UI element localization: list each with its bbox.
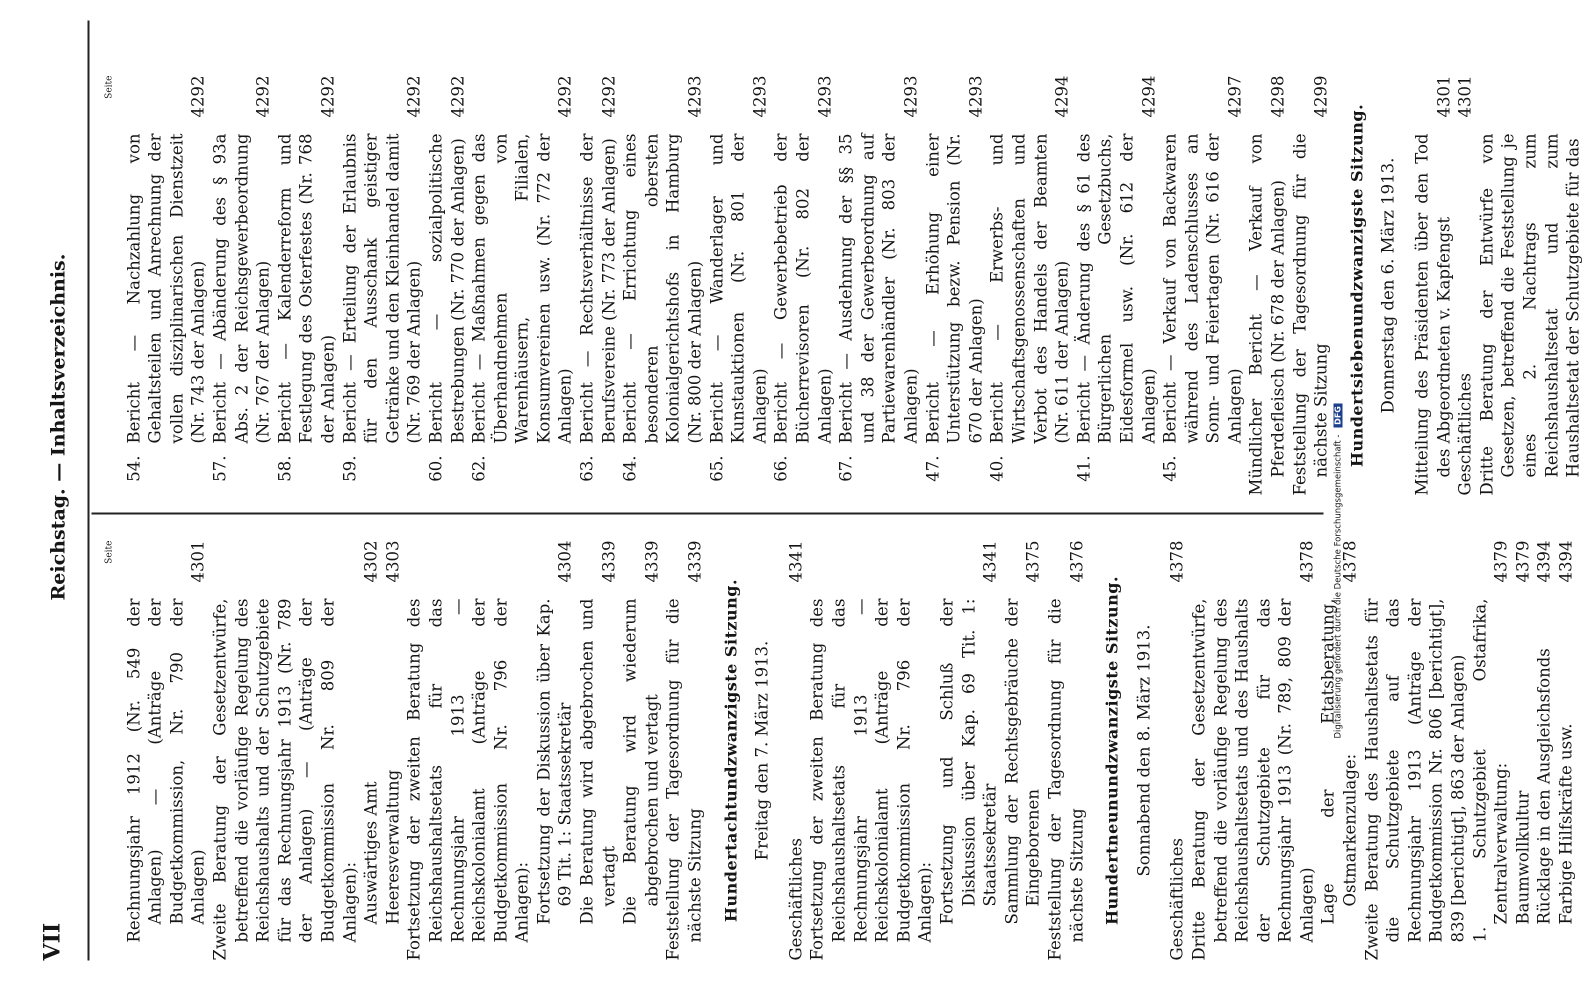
entry-text: Rechnungsjahr 1912 (Nr. 549 der Anlagen) — (Anträge der Budgetkommission, Nr. 790 der Anlagen)	[124, 598, 208, 943]
entry-page: 4297	[1225, 75, 1245, 118]
entry-page: 4341	[786, 540, 806, 583]
entry-page: 4292	[599, 75, 619, 118]
toc-entry	[469, 76, 577, 496]
toc-entry	[987, 76, 1073, 496]
entry-page: 4379	[1491, 540, 1511, 583]
entry-page: 4304	[555, 540, 575, 583]
entry-page: 4293	[685, 75, 705, 118]
entry-text: Bericht — Maßnahmen gegen das Überhandnehmen von Warenhäusern, Filialen, Konsumvereinen usw. (Nr. 772 der Anlagen)	[469, 133, 575, 444]
rotated-page-content	[0, 1, 1583, 1001]
entry-text: Auswärtiges Amt	[361, 781, 381, 925]
entry-text: Bericht — Rechtsverhältnisse der Berufsvereine (Nr. 773 der Anlagen)	[577, 133, 619, 444]
entry-text: Feststellung der Tagesordnung für die nächste Sitzung	[663, 598, 705, 961]
entry-number: 60.	[426, 455, 446, 482]
session-title: Hundertsiebenundzwanzigste Sitzung.	[1347, 103, 1367, 468]
entry-number: 62.	[469, 455, 489, 482]
toc-entry	[1469, 541, 1512, 961]
entry-number: 66.	[771, 455, 791, 482]
entry-text: Bericht — Nachzahlung von Gehaltsteilen und Anrechnung der vollen disziplinarischen Dienstzeit (Nr. 743 der Anlagen)	[124, 133, 208, 444]
entry-page: 4375	[1023, 540, 1043, 583]
toc-entry	[1361, 541, 1469, 961]
toc-entry	[123, 541, 209, 961]
entry-text: Bericht — Kalenderreform und Festlegung des Osterfestes (Nr. 768 der Anlagen)	[275, 133, 338, 444]
entry-text: Geschäftliches	[1167, 837, 1187, 961]
entry-number: 40.	[987, 455, 1007, 482]
entry-page: 4379	[1513, 540, 1533, 583]
toc-entry	[771, 76, 836, 496]
toc-entry	[620, 76, 706, 496]
toc-entry	[836, 76, 922, 496]
digitization-note	[1334, 263, 1344, 739]
entry-page: 4292	[555, 75, 575, 118]
toc-entry	[1246, 76, 1289, 496]
toc-entry	[1167, 541, 1189, 961]
entry-text: Bericht — Erhöhung einer Unterstützung bezw. Pension (Nr. 670 der Anlagen)	[923, 133, 986, 444]
toc-entry	[1001, 541, 1044, 961]
seite-label-left: Seite	[104, 75, 115, 99]
entry-number: 45.	[1160, 455, 1180, 482]
entry-text: Rücklage in den Ausgleichsfonds	[1534, 648, 1554, 925]
entry-page: 4293	[815, 75, 835, 118]
entry-number: 57.	[210, 455, 230, 482]
left-session-items	[1412, 76, 1584, 496]
digitization-text: Digitalisierung gefördert durch die Deutsche Forschungsgemeinschaft -	[1333, 434, 1344, 739]
toc-entry	[922, 76, 987, 496]
session3-title: Hundertneunundzwanzigste Sitzung.	[1102, 575, 1122, 926]
entry-text: Dritte Beratung der Gesetzentwürfe, betreffend die vorläufige Regelung des Reichshaushaltsetats und des Haushalts der Schutzgebiete für das Rechnungsjahr 1913 (Nr. 789, 809 der Anlagen)	[1189, 598, 1317, 961]
toc-entry	[425, 76, 468, 496]
entry-page: 4298	[1268, 75, 1288, 118]
toc-entry	[807, 541, 937, 961]
entry-text: Bericht — Errichtung eines besonderen obersten Kolonialgerichtshofs in Hamburg (Nr. 800 der Anlagen)	[620, 133, 705, 444]
entry-text: Mündlicher Bericht — Verkauf von Pferdefleisch (Nr. 678 der Anlagen)	[1246, 133, 1288, 496]
toc-entry	[1556, 541, 1578, 961]
entry-text: Farbige Hilfskräfte usw.	[1556, 723, 1576, 925]
toc-entry	[1073, 76, 1159, 496]
entry-page: 4294	[1052, 75, 1072, 118]
entry-text: Bericht — Ausdehnung der §§ 35 und 38 der Gewerbeordnung auf Partiewarenhändler (Nr. 803 der Anlagen)	[836, 133, 921, 444]
entry-text: Bericht — Änderung des § 61 des Bürgerlichen Gesetzbuchs, Eidesformel usw. (Nr. 612 der Anlagen)	[1074, 133, 1158, 444]
entry-text: Mitteilung des Präsidenten über den Tod des Abgeordneten v. Kapfengst	[1412, 133, 1454, 496]
entry-number: 67.	[836, 455, 856, 482]
entry-page: 4339	[642, 540, 662, 583]
seite-label-right: Seite	[104, 540, 115, 564]
entry-page: 4293	[750, 75, 770, 118]
entry-text: Heeresverwaltung	[383, 769, 403, 925]
entry-number: 64.	[620, 455, 640, 482]
entry-text: Baumwollkultur	[1513, 790, 1533, 925]
entry-page: 4292	[448, 75, 467, 118]
entry-text: Fortsetzung der zweiten Beratung des Reichshaushaltsetats für das Rechnungsjahr 1913 — Reichskolonialamt (Anträge der Budgetkommission Nr. 796 der Anlagen):	[807, 598, 935, 961]
session2-date: Freitag den 7. März 1913.	[752, 640, 772, 861]
entry-text: Feststellung der Tagesordnung für die nächste Sitzung	[1045, 598, 1087, 961]
entry-text: Fortsetzung der Diskussion über Kap. 69 Tit. 1: Staatssekretär	[534, 598, 575, 925]
toc-entry	[1512, 541, 1534, 961]
entry-text: Sammlung der Rechtsgebräuche der Eingeborenen	[1002, 598, 1043, 925]
entry-number: 65.	[707, 455, 727, 482]
entry-text: Bericht — Abänderung des § 93a Abs. 2 der Reichsgewerbeordnung (Nr. 767 der Anlagen)	[210, 133, 273, 444]
entry-page: 4376	[1067, 540, 1087, 583]
entry-text: Zweite Beratung des Haushaltsetats für die Schutzgebiete auf das Rechnungsjahr 1913 (Anträge der Budgetkommission Nr. 806 [berichtigt], 839 [berichtigt], 863 der Anlagen)	[1362, 598, 1468, 961]
entry-text: Fortsetzung und Schluß der Diskussion über Kap. 69 Tit. 1: Staatssekretär	[937, 598, 1000, 925]
entry-page: 4293	[966, 75, 986, 118]
running-title: Reichstag. — Inhaltsverzeichnis.	[47, 253, 70, 601]
entry-text: Feststellung der Tagesordnung für die nächste Sitzung	[1290, 133, 1331, 496]
toc-entry	[1534, 541, 1556, 961]
entry-number: 63.	[577, 455, 597, 482]
entry-page: 4339	[599, 540, 619, 583]
entry-page: 4339	[685, 540, 705, 583]
toc-entry	[1476, 76, 1584, 496]
entry-page: 4292	[188, 75, 208, 118]
toc-entry	[1289, 76, 1332, 496]
entry-text: Die Beratung wird abgebrochen und vertagt	[577, 598, 619, 925]
page-header	[40, 21, 80, 961]
entry-page: 4292	[318, 75, 338, 118]
right-session2-items	[785, 541, 1087, 961]
entry-text: 1. Schutzgebiet Ostafrika, Zentralverwaltung:	[1470, 598, 1511, 943]
toc-entry	[1044, 541, 1087, 961]
toc-entry	[404, 541, 534, 961]
entry-number: 41.	[1074, 455, 1094, 482]
toc-entry	[382, 541, 404, 961]
toc-entry	[274, 76, 339, 496]
toc-entry	[706, 76, 771, 496]
column-divider	[92, 513, 1324, 515]
toc-entry	[1188, 541, 1318, 961]
entry-page: 4302	[361, 540, 381, 583]
session3-date: Sonnabend den 8. März 1913.	[1134, 624, 1154, 877]
right-session3-items	[1167, 541, 1577, 961]
toc-entry	[936, 541, 1001, 961]
toc-entry	[533, 541, 576, 961]
toc-entry	[663, 541, 706, 961]
toc-entry	[577, 76, 620, 496]
entry-page: 4301	[1434, 75, 1454, 118]
entry-text: Geschäftliches	[786, 837, 806, 961]
header-rule	[88, 21, 90, 961]
session2-title: Hundertachtundzwanzigste Sitzung.	[721, 578, 741, 923]
left-extra-items	[1246, 76, 1332, 496]
entry-page: 4301	[188, 540, 208, 583]
session-date: Donnerstag den 6. März 1913.	[1378, 157, 1398, 414]
toc-entry	[123, 76, 209, 496]
entry-page: 4394	[1534, 540, 1554, 583]
entry-text: Bericht — sozialpolitische Bestrebungen (Nr. 770 der Anlagen)	[426, 133, 467, 444]
entry-text: Fortsetzung der zweiten Beratung des Reichshaushaltsetats für das Rechnungsjahr 1913 — Reichskolonialamt (Anträge der Budgetkommission Nr. 796 der Anlagen):	[404, 598, 532, 961]
entry-text: Geschäftliches	[1455, 372, 1475, 496]
entry-page: 4378	[1167, 540, 1187, 583]
entry-page: 4292	[404, 75, 424, 118]
entry-text: Bericht — Verkauf von Backwaren während des Ladenschlusses an Sonn- und Feiertagen (Nr. 616 der Anlagen)	[1160, 133, 1245, 444]
entry-page: 4378	[1297, 540, 1317, 583]
entry-page: 4303	[383, 540, 403, 583]
entry-page: 4294	[1139, 75, 1158, 118]
toc-entry	[785, 541, 807, 961]
entry-number: 58.	[275, 455, 295, 482]
entry-page: 4341	[980, 540, 1000, 583]
entry-text: Die Beratung wird wiederum abgebrochen und vertagt	[620, 598, 662, 925]
entry-page: 4301	[1455, 75, 1475, 118]
toc-entry	[361, 541, 383, 961]
toc-entry	[620, 541, 663, 961]
dfg-logo: DFG	[1334, 403, 1343, 428]
toc-entry	[1160, 76, 1246, 496]
right-items	[123, 541, 706, 961]
entry-text: Lage der Etatsberatung, Ostmarkenzulage:	[1318, 598, 1360, 925]
entry-text: Bericht — Wanderlager und Kunstauktionen (Nr. 801 der Anlagen)	[707, 133, 770, 444]
toc-entry	[209, 541, 360, 961]
page-number: VII	[39, 922, 66, 961]
left-entries	[123, 76, 1246, 496]
entry-text: Bericht — Erwerbs- und Wirtschaftsgenossenschaften und Verbot des Handels der Beamten (Nr. 611 der Anlagen)	[987, 133, 1072, 444]
toc-entry	[1455, 76, 1477, 496]
entry-number: 59.	[340, 455, 360, 482]
entry-page: 4293	[901, 75, 921, 118]
entry-text: Dritte Beratung der Entwürfe von Gesetzen, betreffend die Feststellung je eines 2. Nachtrags zum Reichshaushaltsetat und zum Haushaltsetat der Schutzgebiete für das	[1477, 133, 1583, 496]
toc-entry	[577, 541, 620, 961]
toc-entry	[1412, 76, 1455, 496]
entry-text: Bericht — Erteilung der Erlaubnis für den Ausschank geistiger Getränke und den Kleinhandel damit (Nr. 769 der Anlagen)	[340, 133, 424, 444]
entry-page: 4378	[1340, 540, 1360, 583]
entry-text: Bericht — Gewerbebetrieb der Bücherrevisoren (Nr. 802 der Anlagen)	[771, 133, 835, 444]
entry-number: 47.	[923, 455, 943, 482]
entry-page: 4292	[253, 75, 273, 118]
entry-text: Zweite Beratung der Gesetzentwürfe, betreffend die vorläufige Regelung des Reichshaushalts und der Schutzgebiete für das Rechnungsjahr 1913 (Nr. 789 der Anlagen) — (Anträge der Budgetkommission Nr. 809 der Anlagen):	[210, 598, 360, 961]
entry-page: 4394	[1556, 540, 1576, 583]
entry-page: 4299	[1311, 75, 1331, 118]
toc-entry	[339, 76, 425, 496]
entry-number: 54.	[124, 455, 144, 482]
toc-entry	[209, 76, 274, 496]
